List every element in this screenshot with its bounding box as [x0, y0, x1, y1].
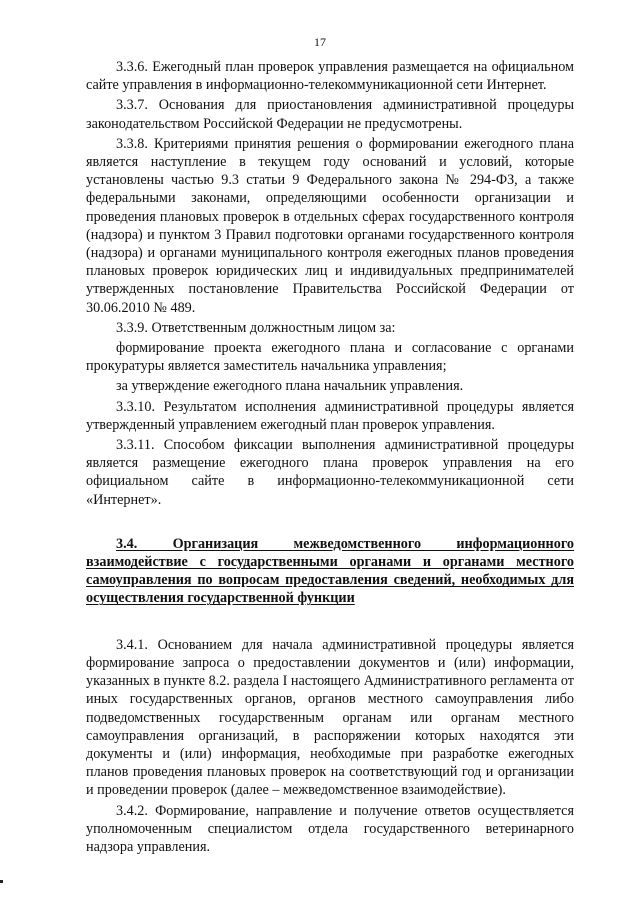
paragraph-3-3-9: 3.3.9. Ответственным должностным лицом за: — [116, 319, 396, 336]
page-number: 17 — [314, 35, 326, 49]
scan-mark — [0, 880, 3, 883]
paragraph-3-3-9-item-2: за утверждение ежегодного плана начальник управления. — [116, 378, 464, 395]
document-body — [86, 58, 574, 856]
paragraph-3-4-2: 3.4.2. Формирование, направление и получение ответов осуществляется уполномоченным специалистом отдела государственного ветеринарного надзора управления. — [86, 802, 574, 855]
paragraph-3-3-11: 3.3.11. Способом фиксации выполнения административной процедуры является размещение ежегодного плана проверок управления на его официальном сайте в информационно-телекоммуникационной сети «Интернет». — [86, 437, 574, 508]
paragraph-3-4-1: 3.4.1. Основанием для начала административной процедуры является формирование запроса о предоставлении документов и (или) информации, указанных в пункте 8.2. раздела I настоящего Административного регламента от иных государственных органов, органов местного самоуправления либо подведомственных государственным органам или органам местного самоуправления организаций, в распоряжении которых находятся эти документы и (или) информация, необходимые при разработке ежегодных планов проведения плановых проверок на соответствующий год и организации и проведении проверок (далее – межведомственное взаимодействие). — [86, 636, 575, 799]
section-heading-3-4: 3.4. Организация межведомственного информационного взаимодействие с государственными органами и органами местного самоуправления по вопросам предоставления сведений, необходимых для осуществления государственной функции — [86, 535, 574, 607]
paragraph-3-3-6: 3.3.6. Ежегодный план проверок управления размещается на официальном сайте управления в информационно-телекоммуникационной сети Интернет. — [86, 59, 574, 94]
paragraph-3-3-10: 3.3.10. Результатом исполнения административной процедуры является утвержденный управлением ежегодный план проверок управления. — [86, 398, 574, 433]
paragraph-3-3-9-item-1: формирование проекта ежегодного плана и согласование с органами прокуратуры является заместитель начальника управления; — [86, 340, 574, 375]
paragraph-3-3-7: 3.3.7. Основания для приостановления административной процедуры законодательством Российской Федерации не предусмотрены. — [86, 97, 574, 132]
paragraph-3-3-8: 3.3.8. Критериями принятия решения о формировании ежегодного плана является наступление в текущем году оснований и условий, которые установлены частью 9.3 статьи 9 Федерального закона № 294-ФЗ, а также федеральными законами, определяющими особенности организации и проведения плановых проверок в отдельных сферах государственного контроля (надзора) и пунктом 3 Правил подготовки органами государственного контроля (надзора) и органами муниципального контроля ежегодных планов проведения плановых проверок юридических лиц и индивидуальных предпринимателей утвержденных постановление Правительства Российской Федерации от 30.06.2010 № 489. — [86, 135, 574, 316]
